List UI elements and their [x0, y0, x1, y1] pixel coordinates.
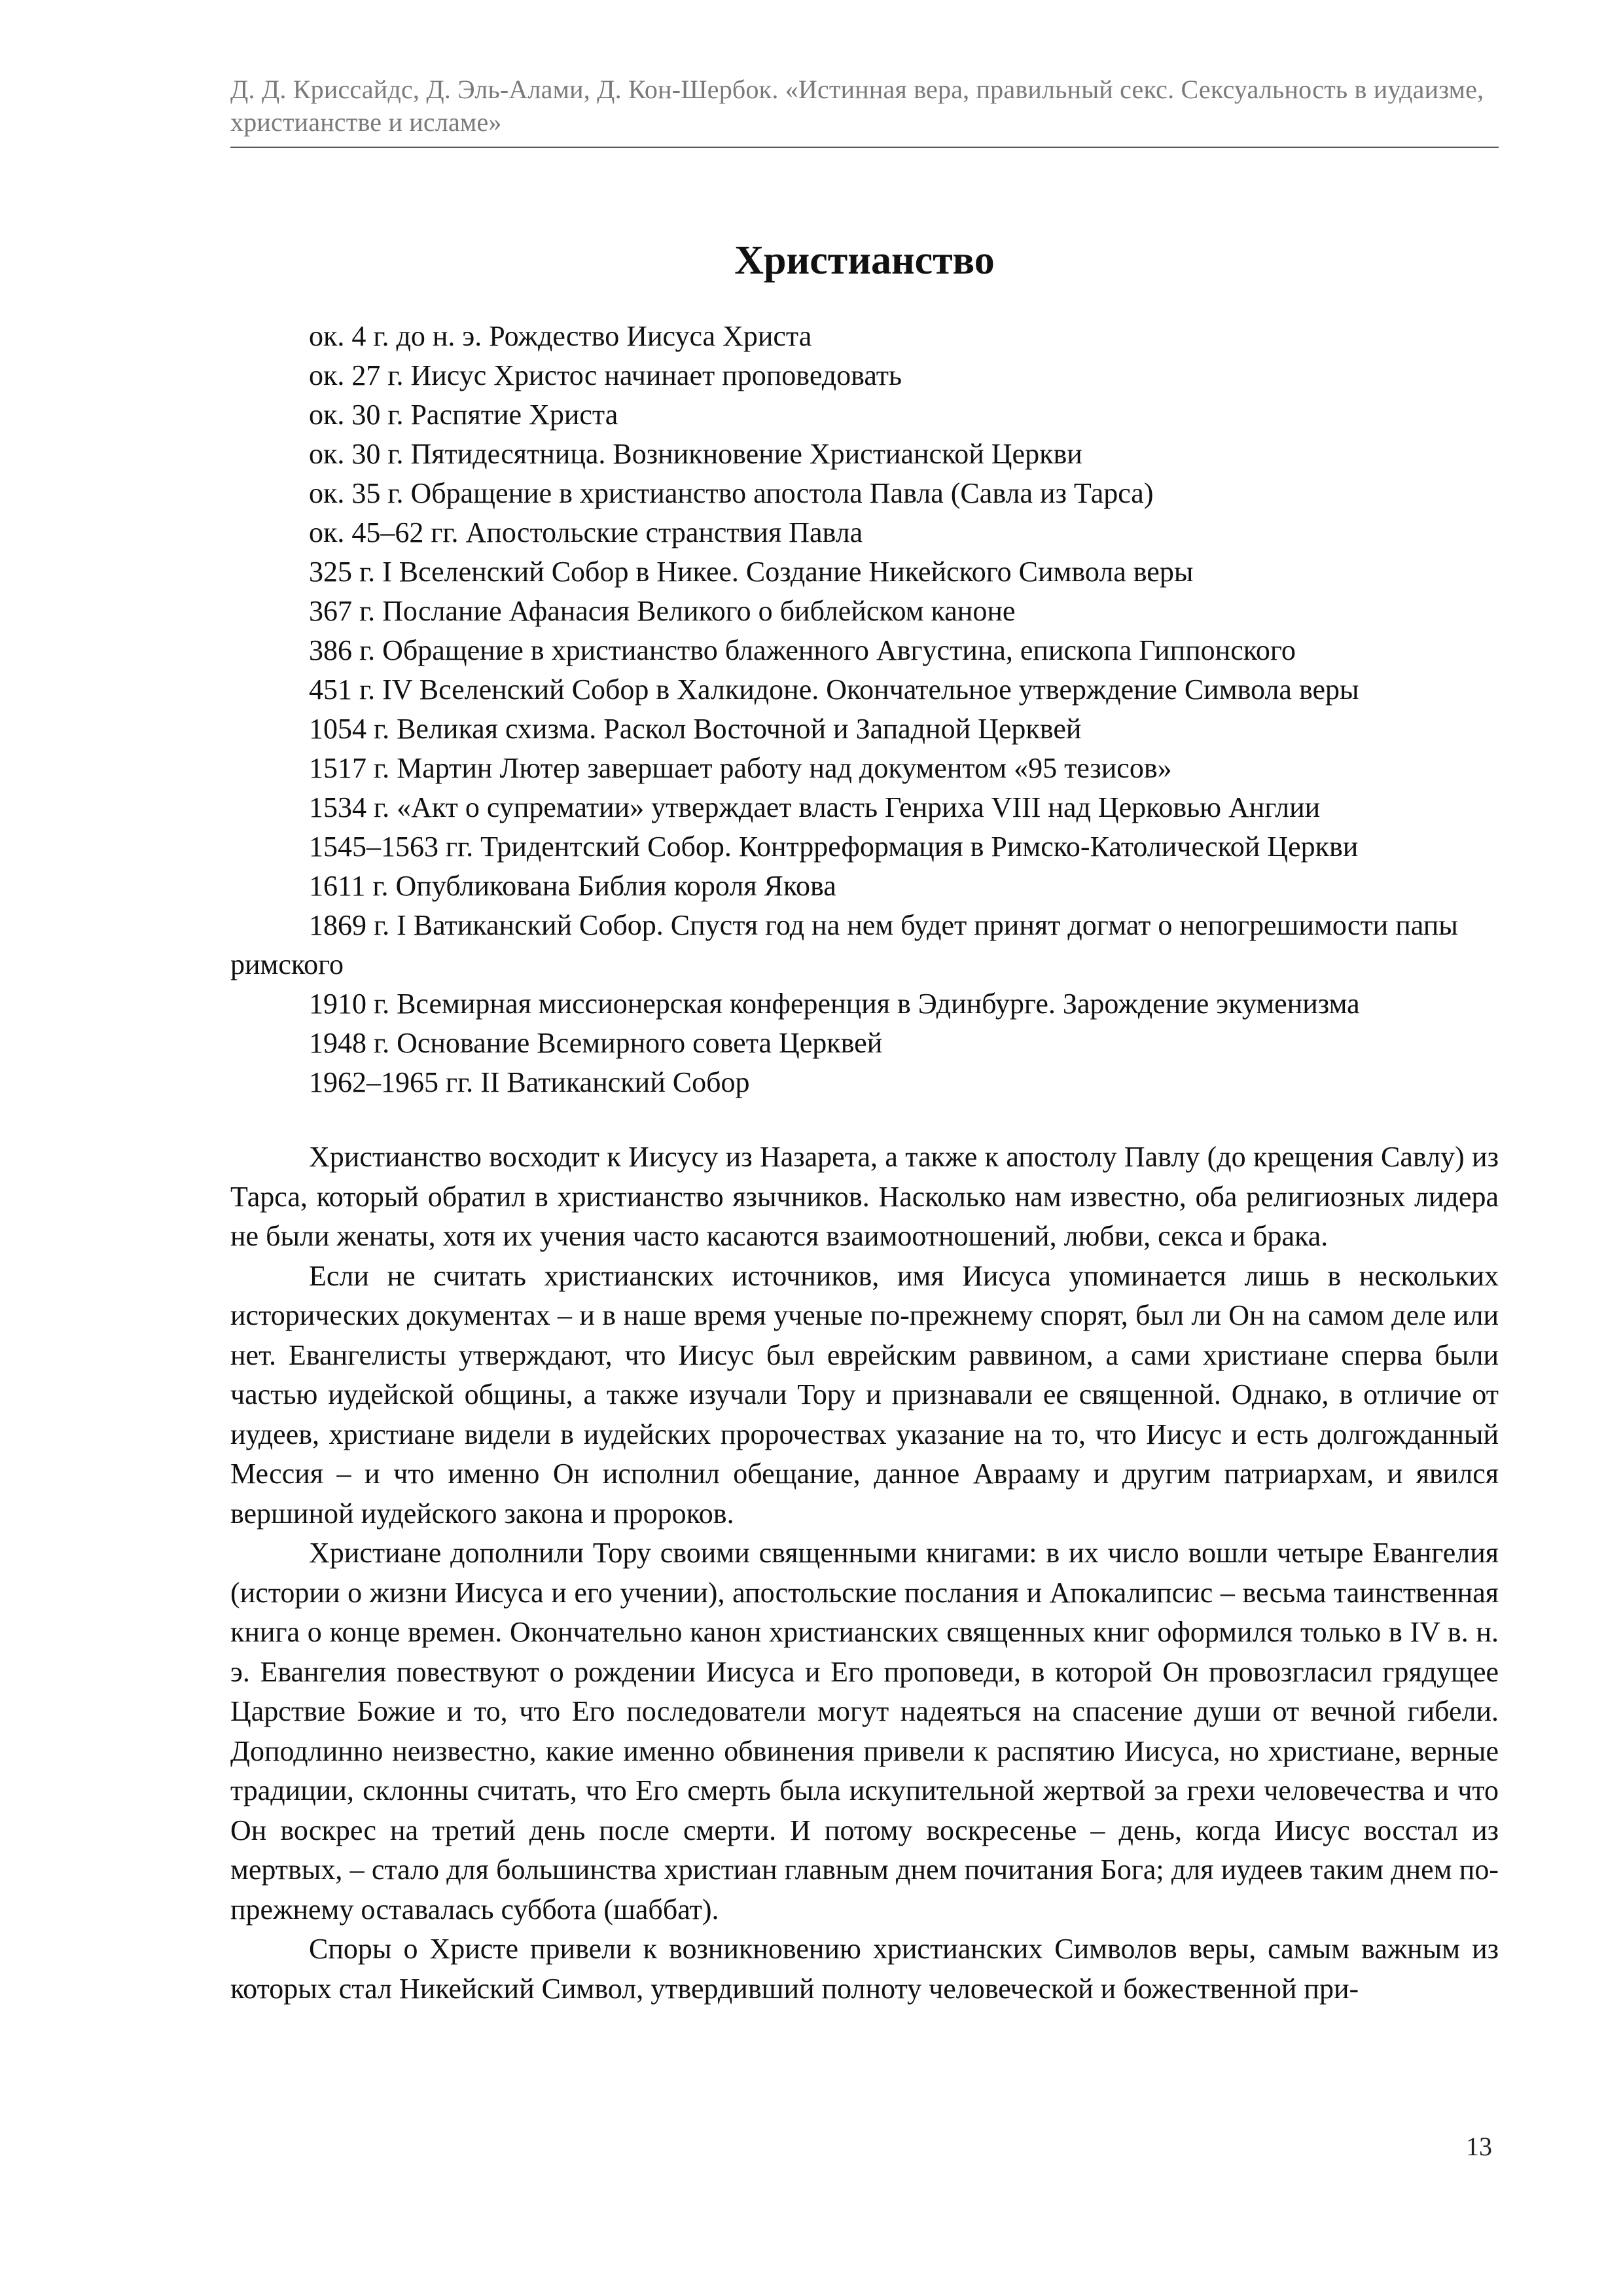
- timeline-item: ок. 35 г. Обращение в христианство апостола Павла (Савла из Тарса): [309, 477, 1154, 509]
- page-number: 13: [1466, 2132, 1492, 2161]
- chapter-title: Христианство: [734, 238, 995, 283]
- timeline-item: 1517 г. Мартин Лютер завершает работу над документом «95 тезисов»: [309, 752, 1172, 784]
- paragraph: Христианство восходит к Иисусу из Назарета, а также к апостолу Павлу (до крещения Савлу) из Тарса, который обратил в христианство язычников. Насколько нам известно, оба религиозных лидера не были женаты, хотя их учения часто касаются взаимоотношений, любви, секса и брака.: [230, 1141, 1499, 1252]
- header-divider: [230, 147, 1499, 148]
- timeline-item: ок. 4 г. до н. э. Рождество Иисуса Христа: [309, 320, 812, 352]
- timeline-list: [230, 317, 1499, 1102]
- running-header: Д. Д. Криссайдс, Д. Эль-Алами, Д. Кон-Шербок. «Истинная вера, правильный секс. Сексуальность в иудаизме, христианстве и исламе»: [230, 75, 1484, 137]
- timeline-item: 1534 г. «Акт о супрематии» утверждает власть Генриха VIII над Церковью Англии: [309, 791, 1321, 823]
- timeline-item: 1869 г. I Ватиканский Собор. Спустя год на нем будет принят догмат о непогрешимости папы римского: [230, 909, 1458, 980]
- timeline-item: 367 г. Послание Афанасия Великого о библейском каноне: [309, 595, 1016, 627]
- timeline-item: 325 г. I Вселенский Собор в Никее. Создание Никейского Символа веры: [309, 556, 1194, 588]
- timeline-item: ок. 30 г. Пятидесятница. Возникновение Христианской Церкви: [309, 438, 1082, 470]
- paragraph: Если не считать христианских источников, имя Иисуса упоминается лишь в нескольких исторических документах – и в наше время ученые по-прежнему спорят, был ли Он на самом деле или нет. Евангелисты утверждают, что Иисус был еврейским раввином, а сами христиане сперва были частью иудейской общины, а также изучали Тору и признавали ее священной. Однако, в отличие от иудеев, христиане видели в иудейских пророчествах указание на то, что Иисус и есть долгожданный Мессия – и что именно Он исполнил обещание, данное Аврааму и другим патриархам, и явился вершиной иудейского закона и пророков.: [230, 1259, 1499, 1530]
- timeline-item: ок. 27 г. Иисус Христос начинает проповедовать: [309, 359, 902, 391]
- timeline-item: 1910 г. Всемирная миссионерская конференция в Эдинбурге. Зарождение экуменизма: [309, 988, 1360, 1020]
- timeline-item: 1962–1965 гг. II Ватиканский Собор: [309, 1066, 750, 1098]
- timeline-item: 1054 г. Великая схизма. Раскол Восточной и Западной Церквей: [309, 713, 1082, 745]
- timeline-item: 1545–1563 гг. Тридентский Собор. Контрреформация в Римско-Католической Церкви: [309, 831, 1359, 863]
- timeline-item: 1611 г. Опубликована Библия короля Якова: [309, 870, 836, 902]
- paragraph: Христиане дополнили Тору своими священными книгами: в их число вошли четыре Евангелия (истории о жизни Иисуса и его учении), апостольские послания и Апокалипсис – весьма таинственная книга о конце времен. Окончательно канон христианских священных книг оформился только в IV в. н. э. Евангелия повествуют о рождении Иисуса и Его проповеди, в которой Он провозгласил грядущее Царствие Божие и то, что Его последователи могут надеяться на спасение души от вечной гибели. Доподлинно неизвестно, какие именно обвинения привели к распятию Иисуса, но христиане, верные традиции, склонны считать, что Его смерть была искупительной жертвой за грехи человечества и что Он воскрес на третий день после смерти. И потому воскресенье – день, когда Иисус восстал из мертвых, – стало для большинства христиан главным днем почитания Бога; для иудеев таким днем по-прежнему оставалась суббота (шаббат).: [230, 1537, 1499, 1926]
- body-text: [230, 1138, 1499, 2009]
- timeline-item: ок. 45–62 гг. Апостольские странствия Павла: [309, 516, 863, 548]
- paragraph: Споры о Христе привели к возникновению христианских Символов веры, самым важным из которых стал Никейский Символ, утвердивший полноту человеческой и божественной при-: [230, 1933, 1499, 2005]
- timeline-item: ок. 30 г. Распятие Христа: [309, 399, 618, 431]
- timeline-item: 451 г. IV Вселенский Собор в Халкидоне. Окончательное утверждение Символа веры: [309, 673, 1359, 706]
- timeline-item: 1948 г. Основание Всемирного совета Церквей: [309, 1027, 883, 1059]
- timeline-item: 386 г. Обращение в христианство блаженного Августина, епископа Гиппонского: [309, 634, 1296, 666]
